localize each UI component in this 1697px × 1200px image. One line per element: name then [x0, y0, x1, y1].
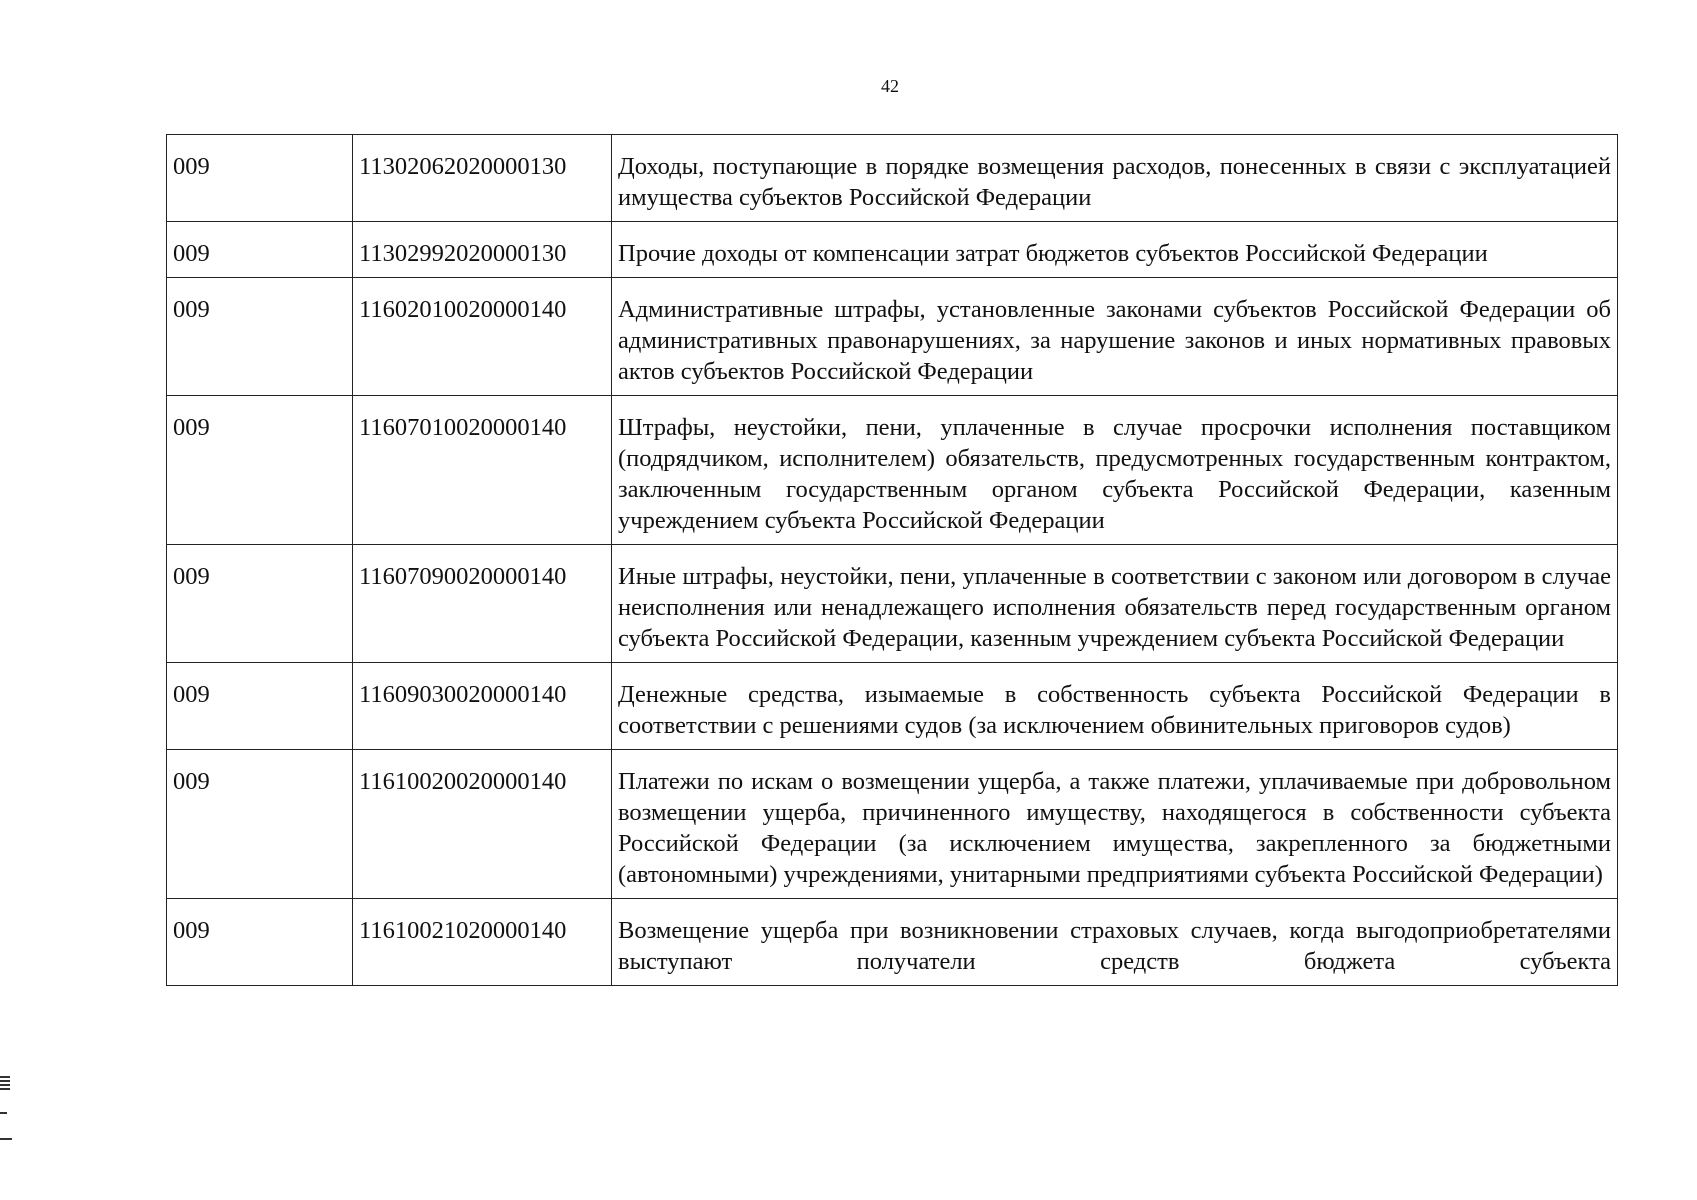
budget-code-cell: 11302992020000130: [353, 222, 612, 278]
admin-code-cell: 009: [167, 135, 353, 222]
budget-code-cell: 11610021020000140: [353, 899, 612, 986]
description-cell: Штрафы, неустойки, пени, уплаченные в случае просрочки исполнения поставщиком (подрядчиком, исполнителем) обязательств, предусмотренных государственным контрактом, заключенным государственным органом субъекта Российской Федерации, казенным учреждением субъекта Российской Федерации: [612, 396, 1618, 545]
table-row: [167, 545, 1618, 663]
table-row: [167, 396, 1618, 545]
description-cell: Административные штрафы, установленные законами субъектов Российской Федерации об административных правонарушениях, за нарушение законов и иных нормативных правовых актов субъектов Российской Федерации: [612, 278, 1618, 396]
admin-code-cell: 009: [167, 545, 353, 663]
description-cell: Доходы, поступающие в порядке возмещения расходов, понесенных в связи с эксплуатацией имущества субъектов Российской Федерации: [612, 135, 1618, 222]
budget-code-cell: 11609030020000140: [353, 663, 612, 750]
admin-code-cell: 009: [167, 222, 353, 278]
table-row: [167, 222, 1618, 278]
description-cell: Возмещение ущерба при возникновении страховых случаев, когда выгодоприобретателями выступают получатели средств бюджета субъекта: [612, 899, 1618, 986]
description-cell: Денежные средства, изымаемые в собственность субъекта Российской Федерации в соответствии с решениями судов (за исключением обвинительных приговоров судов): [612, 663, 1618, 750]
income-codes-table: [166, 134, 1618, 986]
table-row: [167, 135, 1618, 222]
table-row: [167, 278, 1618, 396]
table-row: [167, 750, 1618, 899]
admin-code-cell: 009: [167, 663, 353, 750]
table-row: [167, 899, 1618, 986]
scan-margin-marks: [0, 1050, 16, 1200]
budget-code-cell: 11607090020000140: [353, 545, 612, 663]
description-cell: Иные штрафы, неустойки, пени, уплаченные в соответствии с законом или договором в случае неисполнения или ненадлежащего исполнения обязательств перед государственным органом субъекта Российской Федерации, казенным учреждением субъекта Российской Федерации: [612, 545, 1618, 663]
description-cell: Прочие доходы от компенсации затрат бюджетов субъектов Российской Федерации: [612, 222, 1618, 278]
admin-code-cell: 009: [167, 396, 353, 545]
admin-code-cell: 009: [167, 899, 353, 986]
admin-code-cell: 009: [167, 750, 353, 899]
table-row: [167, 663, 1618, 750]
margin-mark: [0, 1084, 10, 1086]
admin-code-cell: 009: [167, 278, 353, 396]
budget-code-cell: 11610020020000140: [353, 750, 612, 899]
description-cell: Платежи по искам о возмещении ущерба, а также платежи, уплачиваемые при добровольном возмещении ущерба, причиненного имуществу, находящегося в собственности субъекта Российской Федерации (за исключением имущества, закрепленного за бюджетными (автономными) учреждениями, унитарными предприятиями субъекта Российской Федерации): [612, 750, 1618, 899]
margin-mark: [0, 1088, 10, 1090]
margin-mark: [0, 1080, 10, 1082]
margin-mark: [0, 1138, 12, 1140]
margin-mark: [0, 1076, 10, 1078]
budget-code-cell: 11602010020000140: [353, 278, 612, 396]
page-number: 42: [881, 76, 899, 96]
budget-code-cell: 11302062020000130: [353, 135, 612, 222]
margin-mark: [0, 1112, 7, 1114]
budget-code-cell: 11607010020000140: [353, 396, 612, 545]
